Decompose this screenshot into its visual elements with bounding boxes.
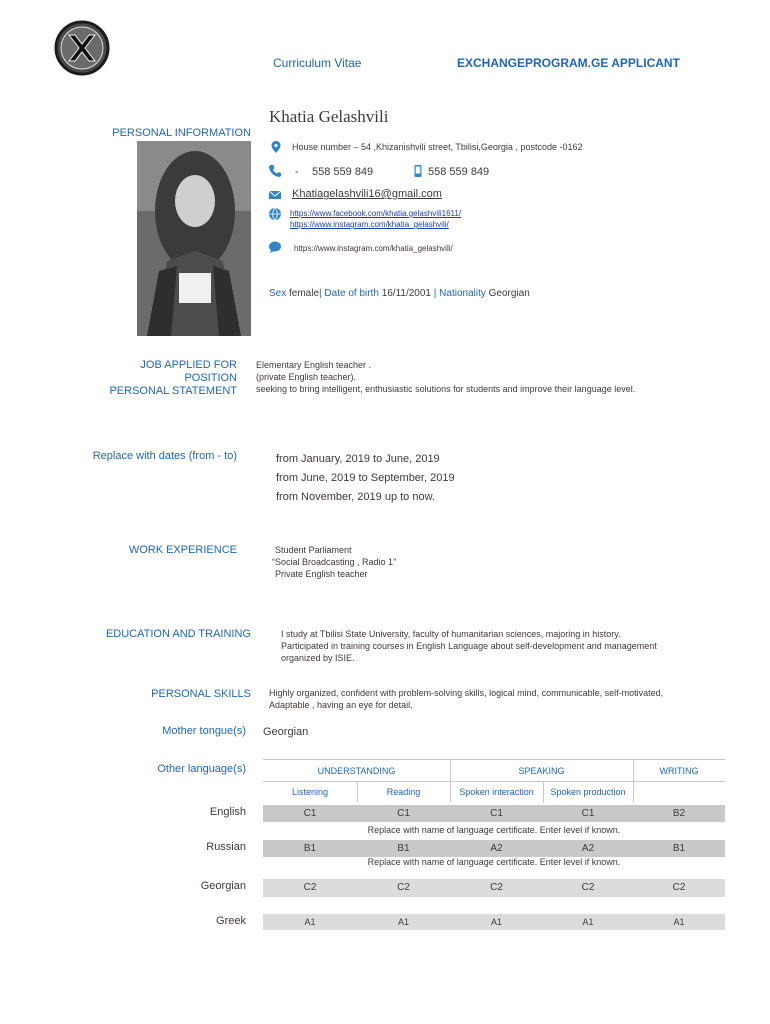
mobile-number: 558 559 849: [428, 166, 490, 178]
listening-header: Listening: [291, 787, 329, 797]
other-languages-label: Other language(s): [157, 763, 246, 775]
level-cell: C2: [397, 882, 410, 893]
location-pin-icon: [269, 140, 283, 154]
separator: |: [319, 288, 322, 299]
phone-dash: -: [295, 166, 299, 178]
work-experience-label: WORK EXPERIENCE: [128, 544, 237, 556]
job-applied-label: JOB APPLIED FOR: [140, 359, 237, 371]
language-name-russian: Russian: [206, 841, 246, 853]
job-line-2: (private English teacher).: [256, 372, 357, 382]
work-item-3: Private English teacher: [275, 569, 368, 579]
level-cell: C1: [397, 808, 410, 819]
skills-line-1: Highly organized, confident with problem-solving skills, logical mind, communicable, self-motivated,: [269, 688, 664, 698]
speaking-header: SPEAKING: [518, 766, 565, 776]
position-label: POSITION: [184, 372, 237, 384]
address-text: House number – 54 ,Khizanishvili street, Tbilisi,Georgia , postcode -0162: [292, 142, 583, 152]
certificate-note: Replace with name of language certificate. Enter level if known.: [367, 825, 621, 835]
dob-value: 16/11/2001: [381, 288, 431, 299]
date-range-1: from January, 2019 to June, 2019: [276, 453, 440, 465]
mother-tongue-value: Georgian: [263, 726, 309, 738]
personal-statement-label: PERSONAL STATEMENT: [109, 385, 237, 397]
understanding-header: UNDERSTANDING: [317, 766, 396, 776]
job-line-3: seeking to bring intelligent, enthusiastic solutions for students and improve their language level.: [256, 384, 636, 394]
personal-information-label: PERSONAL INFORMATION: [112, 127, 251, 139]
education-line-2: Participated in training courses in English Language about self-development and management: [281, 641, 657, 651]
spoken-interaction-header: Spoken interaction: [459, 787, 534, 797]
nationality-value: Georgian: [488, 288, 530, 299]
education-label: EDUCATION AND TRAINING: [105, 628, 251, 640]
level-cell: C1: [490, 808, 503, 819]
writing-header: WRITING: [659, 766, 699, 776]
level-cell: A2: [581, 843, 595, 854]
level-cell: C1: [581, 808, 595, 819]
email-link[interactable]: Khatiagelashvili16@gmail.com: [292, 188, 442, 200]
profile-photo: [137, 141, 251, 336]
instagram-handle-text: https://www.instagram.com/khatia_gelashvili/: [294, 244, 453, 253]
level-cell: B2: [672, 808, 686, 819]
candidate-name: Khatia Gelashvili: [269, 107, 389, 126]
language-row-greek: [263, 914, 725, 930]
personal-skills-label: PERSONAL SKILLS: [151, 688, 251, 700]
table-top-border: [263, 759, 725, 760]
language-row-georgian: [263, 879, 725, 897]
personal-details-line: [269, 288, 530, 299]
globe-icon: [268, 207, 282, 221]
education-line-3: organized by ISIE.: [281, 653, 355, 663]
table-mid-border: [263, 781, 725, 782]
sex-value: female: [289, 288, 320, 299]
phone-icon: [268, 164, 282, 178]
job-line-1: Elementary English teacher .: [256, 360, 372, 370]
program-logo: [54, 20, 110, 76]
level-cell: C1: [303, 808, 317, 819]
level-cell: A1: [673, 917, 685, 927]
skills-line-2: Adaptable , having an eye for detail.: [269, 700, 413, 710]
date-range-2: from June, 2019 to September, 2019: [276, 472, 455, 484]
level-cell: A1: [304, 917, 316, 927]
level-cell: C2: [303, 882, 317, 893]
level-cell: C2: [490, 882, 503, 893]
instagram-link[interactable]: https://www.instagram.com/khatia_gelashvili/: [290, 220, 449, 229]
work-item-1: Student Parliament: [275, 545, 352, 555]
language-row-english: [263, 805, 725, 822]
cv-title: Curriculum Vitae: [273, 56, 362, 70]
dates-label: Replace with dates (from - to): [92, 450, 237, 462]
certificate-note: Replace with name of language certificate. Enter level if known.: [367, 857, 621, 867]
language-name-greek: Greek: [216, 915, 246, 927]
mobile-phone-icon: [411, 164, 425, 178]
level-cell: C2: [581, 882, 595, 893]
level-cell: A2: [490, 843, 503, 854]
date-range-3: from November, 2019 up to now.: [276, 491, 435, 503]
logo-emblem: [54, 20, 110, 76]
language-row-russian: [263, 840, 725, 857]
spoken-production-header: Spoken production: [550, 787, 626, 797]
dob-label: Date of birth: [324, 288, 379, 299]
education-line-1: I study at Tbilisi State University, faculty of humanitarian sciences, majoring in history.: [281, 629, 621, 639]
level-cell: B1: [672, 843, 686, 854]
nationality-label: Nationality: [439, 288, 486, 299]
level-cell: A1: [397, 917, 409, 927]
sex-label: Sex: [269, 288, 287, 299]
level-cell: A1: [490, 917, 502, 927]
email-icon: [268, 188, 282, 202]
level-cell: B1: [303, 843, 317, 854]
level-cell: B1: [397, 843, 410, 854]
language-name-english: English: [209, 806, 246, 818]
mother-tongue-label: Mother tongue(s): [162, 725, 246, 737]
portrait-image: [137, 141, 251, 336]
program-title: EXCHANGEPROGRAM.GE APPLICANT: [457, 56, 680, 70]
phone-number: 558 559 849: [312, 166, 374, 178]
work-item-2: “Social Broadcasting , Radio 1”: [272, 557, 397, 567]
level-cell: A1: [582, 917, 594, 927]
language-name-georgian: Georgian: [200, 880, 246, 892]
separator: |: [433, 288, 437, 299]
chat-bubble-icon: [268, 240, 282, 254]
reading-header: Reading: [386, 787, 421, 797]
facebook-link[interactable]: https://www.facebook.com/khatia.gelashvili1611/: [290, 209, 462, 218]
level-cell: C2: [672, 882, 686, 893]
